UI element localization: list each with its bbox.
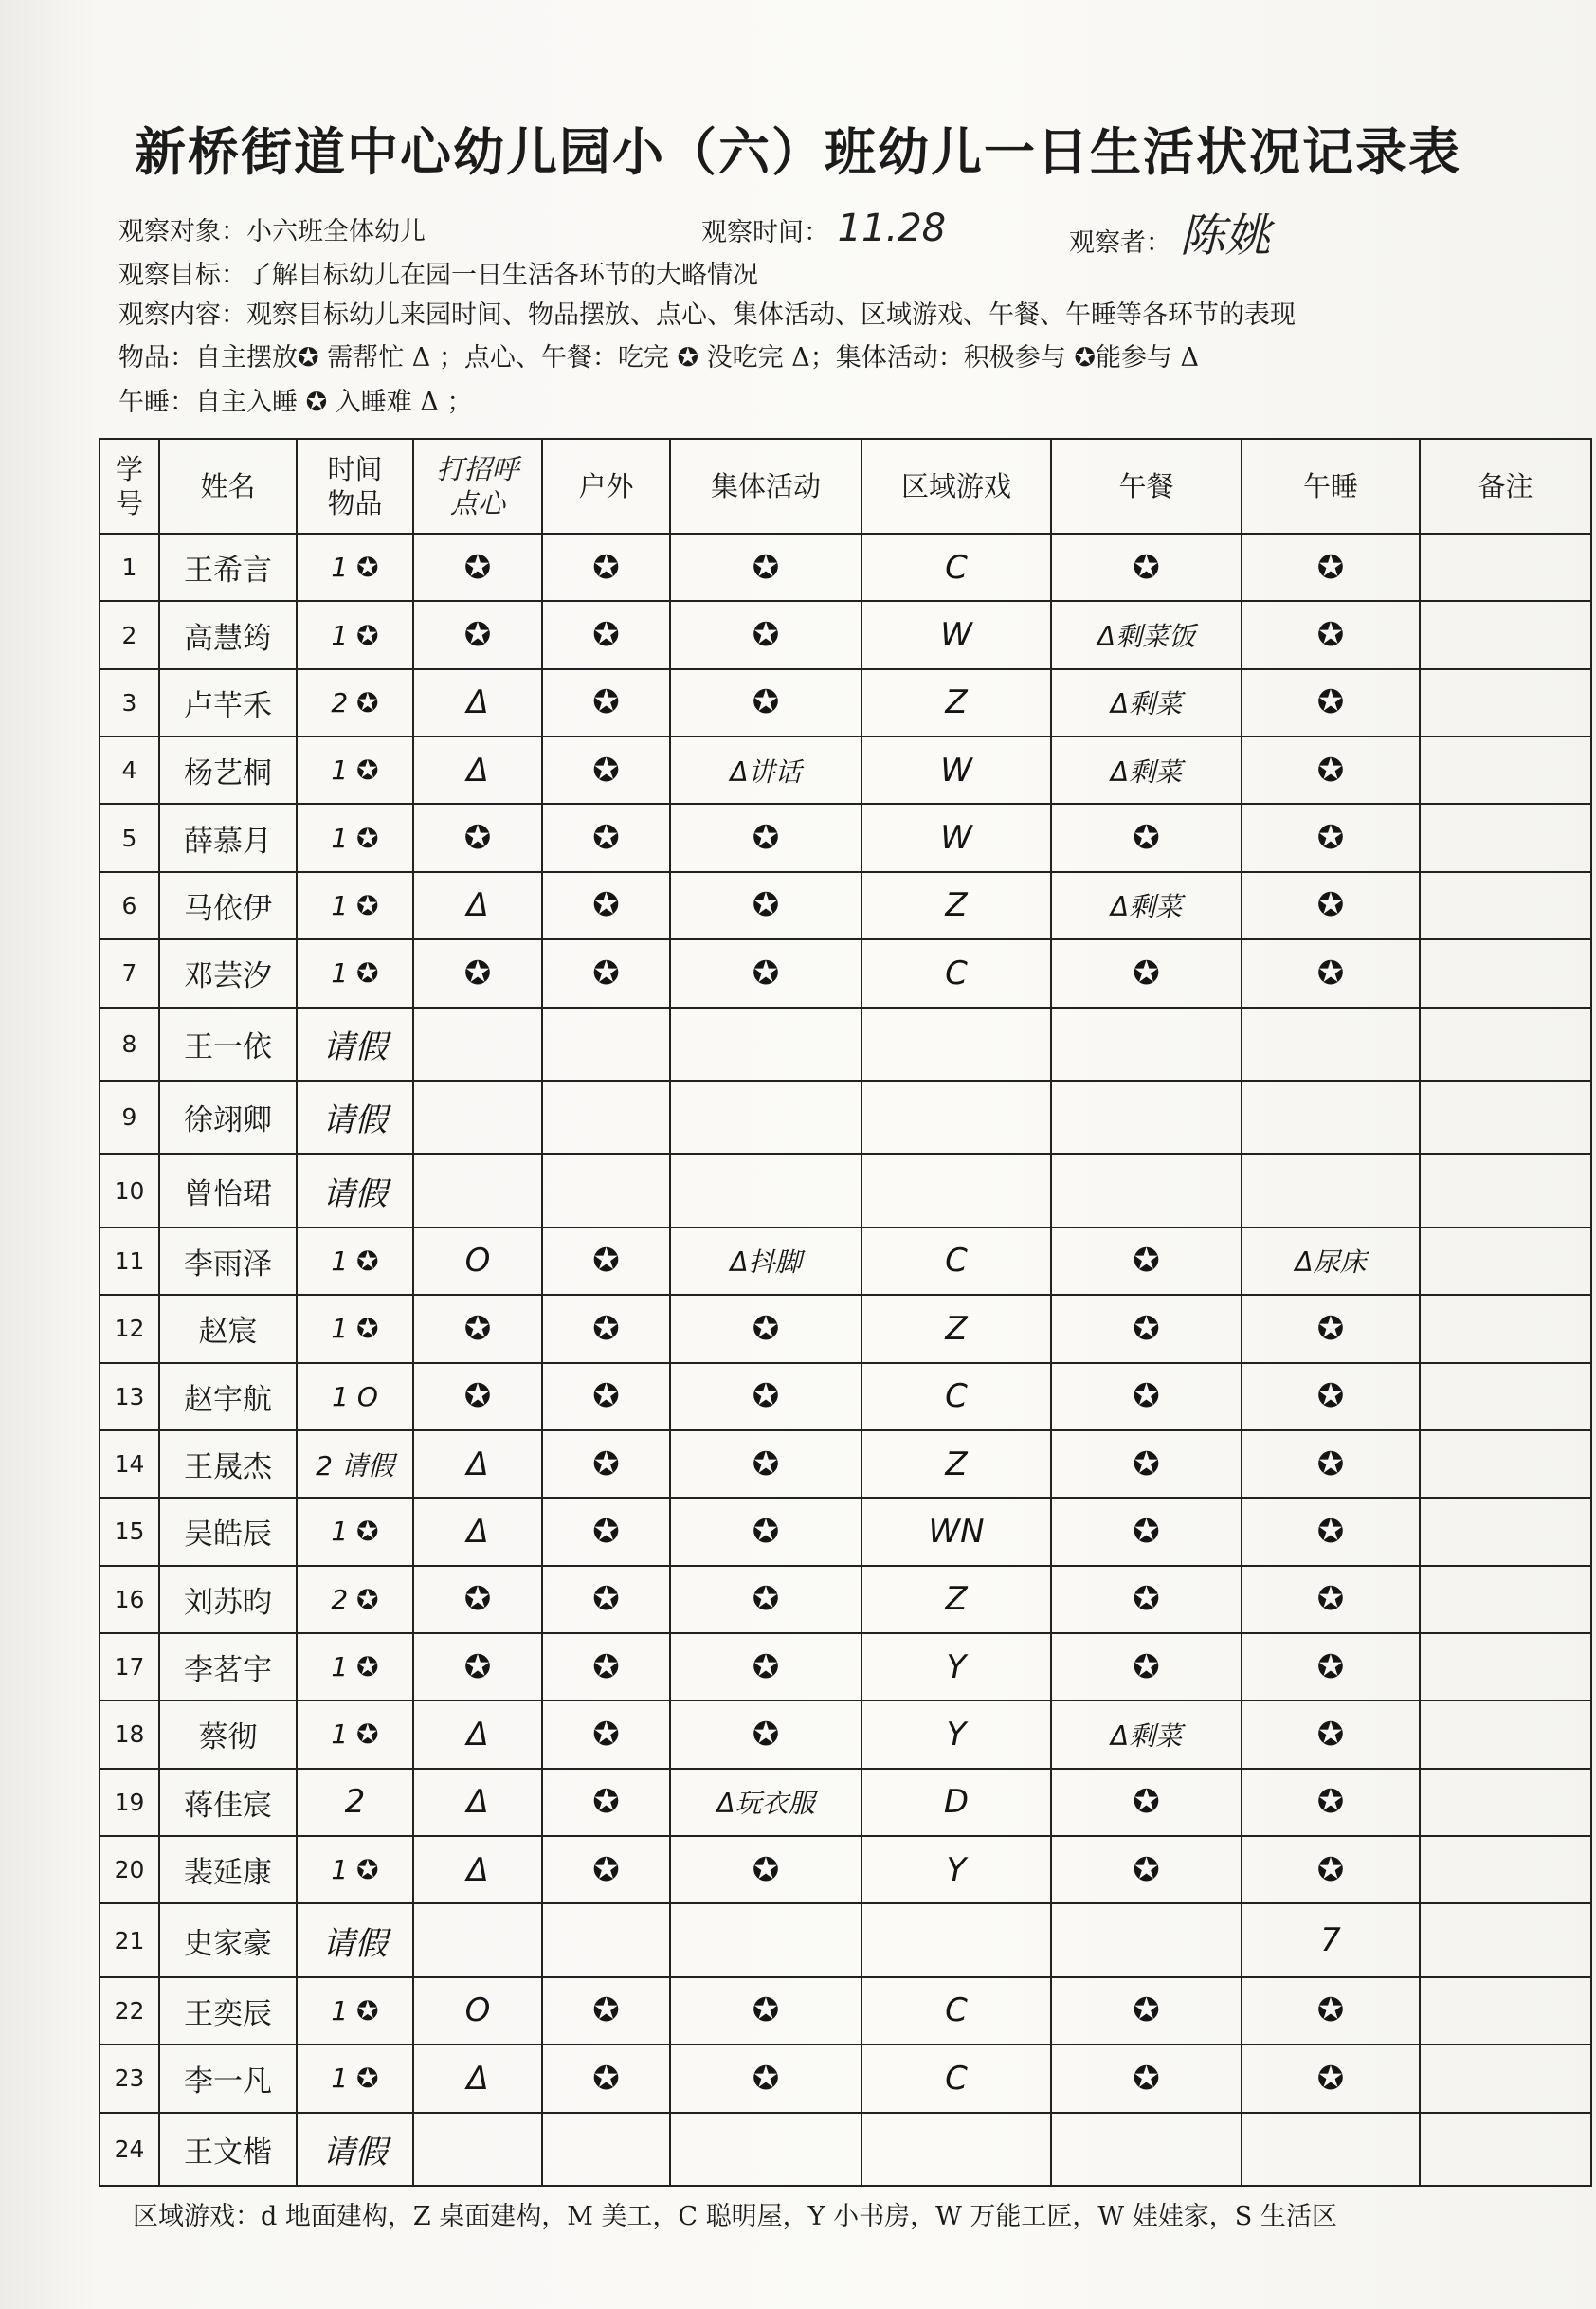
table-row bbox=[100, 1430, 1591, 1498]
subject-value: 小六班全体幼儿 bbox=[246, 217, 426, 246]
group-activity-mark bbox=[670, 1008, 861, 1081]
note-cell bbox=[1420, 1977, 1591, 2045]
snack-mark: ✪ bbox=[413, 534, 542, 601]
area-game-code: Y bbox=[861, 1700, 1051, 1768]
outdoor-mark: ✪ bbox=[542, 1430, 670, 1498]
lunch-mark: Δ剩菜 bbox=[1051, 669, 1242, 736]
note-cell bbox=[1420, 1227, 1591, 1295]
col-header-lunch: 午餐 bbox=[1051, 439, 1242, 534]
nap-mark bbox=[1242, 1008, 1420, 1081]
lunch-mark bbox=[1051, 1008, 1242, 1081]
group-activity-mark: ✪ bbox=[670, 872, 861, 939]
observation-goal-line bbox=[118, 254, 758, 291]
area-game-code: Z bbox=[861, 669, 1051, 736]
arrival-time-items: 请假 bbox=[297, 2113, 413, 2186]
area-game-code: C bbox=[861, 2045, 1051, 2112]
area-game-code: W bbox=[861, 601, 1051, 668]
lunch-mark bbox=[1051, 1903, 1242, 1976]
area-game-code: Y bbox=[861, 1633, 1051, 1700]
child-name: 蒋佳宸 bbox=[159, 1769, 297, 1836]
record-table bbox=[99, 438, 1592, 2187]
snack-mark: Δ bbox=[413, 1836, 542, 1903]
note-cell bbox=[1420, 1008, 1591, 1081]
outdoor-mark: ✪ bbox=[542, 1700, 670, 1768]
nap-mark: ✪ bbox=[1242, 939, 1420, 1007]
row-number: 2 bbox=[100, 601, 159, 668]
area-game-code: W bbox=[861, 804, 1051, 871]
snack-mark: Δ bbox=[413, 1769, 542, 1836]
note-cell bbox=[1420, 1295, 1591, 1362]
child-name: 王晟杰 bbox=[159, 1430, 297, 1498]
arrival-time-items: 1 ✪ bbox=[297, 736, 413, 804]
outdoor-mark: ✪ bbox=[542, 1363, 670, 1430]
note-cell bbox=[1420, 534, 1591, 601]
outdoor-mark: ✪ bbox=[542, 1633, 670, 1700]
nap-mark bbox=[1242, 2113, 1420, 2186]
subject-label: 观察对象： bbox=[118, 217, 246, 246]
table-row bbox=[100, 1363, 1591, 1430]
child-name: 邓芸汐 bbox=[159, 939, 297, 1007]
note-cell bbox=[1420, 1903, 1591, 1976]
table-row bbox=[100, 2113, 1591, 2186]
arrival-time-items: 1 ✪ bbox=[297, 1633, 413, 1700]
observation-content-line bbox=[118, 294, 1296, 331]
child-name: 卢芊禾 bbox=[159, 669, 297, 736]
table-row bbox=[100, 1566, 1591, 1633]
arrival-time-items: 2 bbox=[297, 1769, 413, 1836]
note-cell bbox=[1420, 1154, 1591, 1227]
group-activity-mark: ✪ bbox=[670, 804, 861, 871]
group-activity-mark: ✪ bbox=[670, 1363, 861, 1430]
child-name: 王一依 bbox=[159, 1008, 297, 1081]
snack-mark: Δ bbox=[413, 872, 542, 939]
row-number: 12 bbox=[100, 1295, 159, 1362]
row-number: 13 bbox=[100, 1363, 159, 1430]
arrival-time-items: 1 ✪ bbox=[297, 1977, 413, 2045]
area-game-code: Z bbox=[861, 1566, 1051, 1633]
table-row bbox=[100, 939, 1591, 1007]
nap-mark: ✪ bbox=[1242, 1295, 1420, 1362]
group-activity-mark: ✪ bbox=[670, 1295, 861, 1362]
nap-mark: ✪ bbox=[1242, 534, 1420, 601]
lunch-mark: ✪ bbox=[1051, 1566, 1242, 1633]
lunch-mark bbox=[1051, 2113, 1242, 2186]
row-number: 19 bbox=[100, 1769, 159, 1836]
note-cell bbox=[1420, 939, 1591, 1007]
time-value: 11.28 bbox=[837, 207, 947, 250]
observation-subject-line bbox=[118, 210, 426, 247]
lunch-mark: ✪ bbox=[1051, 939, 1242, 1007]
outdoor-mark bbox=[542, 1903, 670, 1976]
snack-mark: ✪ bbox=[413, 1633, 542, 1700]
arrival-time-items: 2 ✪ bbox=[297, 1566, 413, 1633]
snack-mark: Δ bbox=[413, 669, 542, 736]
area-game-legend: 区域游戏：d 地面建构，Z 桌面建构，M 美工，C 聪明屋，Y 小书房，W 万能工匠，W 娃娃家，S 生活区 bbox=[133, 2202, 1337, 2231]
note-cell bbox=[1420, 872, 1591, 939]
note-cell bbox=[1420, 1566, 1591, 1633]
nap-mark: ✪ bbox=[1242, 736, 1420, 804]
group-activity-mark: ✪ bbox=[670, 939, 861, 1007]
group-activity-mark: ✪ bbox=[670, 534, 861, 601]
child-name: 高慧筠 bbox=[159, 601, 297, 668]
outdoor-mark bbox=[542, 1008, 670, 1081]
arrival-time-items: 1 ✪ bbox=[297, 601, 413, 668]
area-game-code: C bbox=[861, 1363, 1051, 1430]
arrival-time-items: 请假 bbox=[297, 1903, 413, 1976]
col-header-group-activity: 集体活动 bbox=[670, 439, 861, 534]
snack-mark: ✪ bbox=[413, 1295, 542, 1362]
table-row bbox=[100, 601, 1591, 668]
outdoor-mark: ✪ bbox=[542, 939, 670, 1007]
child-name: 赵宸 bbox=[159, 1295, 297, 1362]
group-activity-mark: ✪ bbox=[670, 1700, 861, 1768]
area-game-code: Y bbox=[861, 1836, 1051, 1903]
note-cell bbox=[1420, 1363, 1591, 1430]
child-name: 李一凡 bbox=[159, 2045, 297, 2112]
group-activity-mark bbox=[670, 2113, 861, 2186]
area-game-code: Z bbox=[861, 1430, 1051, 1498]
content-label: 观察内容： bbox=[118, 300, 246, 330]
child-name: 徐翊卿 bbox=[159, 1081, 297, 1154]
group-activity-mark: ✪ bbox=[670, 601, 861, 668]
table-body bbox=[100, 534, 1591, 2186]
arrival-time-items: 1 ✪ bbox=[297, 939, 413, 1007]
lunch-mark: Δ剩菜饭 bbox=[1051, 601, 1242, 668]
nap-mark: ✪ bbox=[1242, 2045, 1420, 2112]
group-activity-mark: ✪ bbox=[670, 2045, 861, 2112]
area-game-code: WN bbox=[861, 1498, 1051, 1565]
arrival-time-items: 1 ✪ bbox=[297, 1700, 413, 1768]
nap-mark: ✪ bbox=[1242, 1566, 1420, 1633]
lunch-mark bbox=[1051, 1081, 1242, 1154]
area-game-code: C bbox=[861, 1227, 1051, 1295]
outdoor-mark: ✪ bbox=[542, 2045, 670, 2112]
nap-mark: ✪ bbox=[1242, 1769, 1420, 1836]
row-number: 23 bbox=[100, 2045, 159, 2112]
outdoor-mark: ✪ bbox=[542, 669, 670, 736]
arrival-time-items: 1 ✪ bbox=[297, 1227, 413, 1295]
note-cell bbox=[1420, 1498, 1591, 1565]
col-header-time: 时间 物品 bbox=[297, 439, 413, 534]
table-row bbox=[100, 736, 1591, 804]
goal-value: 了解目标幼儿在园一日生活各环节的大略情况 bbox=[246, 261, 758, 290]
table-row bbox=[100, 669, 1591, 736]
lunch-mark: ✪ bbox=[1051, 1295, 1242, 1362]
area-game-code: C bbox=[861, 939, 1051, 1007]
row-number: 20 bbox=[100, 1836, 159, 1903]
table-row bbox=[100, 1903, 1591, 1976]
nap-mark: ✪ bbox=[1242, 1633, 1420, 1700]
note-cell bbox=[1420, 669, 1591, 736]
area-game-code: W bbox=[861, 736, 1051, 804]
snack-mark bbox=[413, 1154, 542, 1227]
nap-mark: ✪ bbox=[1242, 1430, 1420, 1498]
time-label: 观察时间： bbox=[701, 218, 829, 247]
legend-line-2: 午睡：自主入睡 ✪ 入睡难 Δ ； bbox=[118, 388, 473, 417]
outdoor-mark bbox=[542, 1081, 670, 1154]
lunch-mark: Δ剩菜 bbox=[1051, 872, 1242, 939]
row-number: 8 bbox=[100, 1008, 159, 1081]
area-game-code bbox=[861, 2113, 1051, 2186]
row-number: 3 bbox=[100, 669, 159, 736]
arrival-time-items: 1 O bbox=[297, 1363, 413, 1430]
outdoor-mark: ✪ bbox=[542, 1295, 670, 1362]
area-game-code: Z bbox=[861, 1295, 1051, 1362]
outdoor-mark: ✪ bbox=[542, 736, 670, 804]
child-name: 蔡彻 bbox=[159, 1700, 297, 1768]
arrival-time-items: 1 ✪ bbox=[297, 804, 413, 871]
group-activity-mark: ✪ bbox=[670, 1498, 861, 1565]
lunch-mark bbox=[1051, 1154, 1242, 1227]
child-name: 史家豪 bbox=[159, 1903, 297, 1976]
row-number: 9 bbox=[100, 1081, 159, 1154]
arrival-time-items: 2 ✪ bbox=[297, 669, 413, 736]
note-cell bbox=[1420, 2113, 1591, 2186]
outdoor-mark: ✪ bbox=[542, 872, 670, 939]
lunch-mark: ✪ bbox=[1051, 1227, 1242, 1295]
group-activity-mark: Δ抖脚 bbox=[670, 1227, 861, 1295]
arrival-time-items: 请假 bbox=[297, 1081, 413, 1154]
arrival-time-items: 1 ✪ bbox=[297, 1498, 413, 1565]
snack-mark: Δ bbox=[413, 1430, 542, 1498]
note-cell bbox=[1420, 804, 1591, 871]
nap-mark: ✪ bbox=[1242, 804, 1420, 871]
row-number: 24 bbox=[100, 2113, 159, 2186]
child-name: 王希言 bbox=[159, 534, 297, 601]
lunch-mark: Δ剩菜 bbox=[1051, 736, 1242, 804]
note-cell bbox=[1420, 1633, 1591, 1700]
row-number: 17 bbox=[100, 1633, 159, 1700]
snack-mark: ✪ bbox=[413, 1363, 542, 1430]
arrival-time-items: 1 ✪ bbox=[297, 1295, 413, 1362]
group-activity-mark bbox=[670, 1154, 861, 1227]
note-cell bbox=[1420, 1700, 1591, 1768]
table-row bbox=[100, 1498, 1591, 1565]
group-activity-mark: Δ玩衣服 bbox=[670, 1769, 861, 1836]
arrival-time-items: 1 ✪ bbox=[297, 534, 413, 601]
area-game-code bbox=[861, 1008, 1051, 1081]
row-number: 21 bbox=[100, 1903, 159, 1976]
group-activity-mark: ✪ bbox=[670, 1633, 861, 1700]
table-row bbox=[100, 534, 1591, 601]
table-row bbox=[100, 2045, 1591, 2112]
row-number: 11 bbox=[100, 1227, 159, 1295]
lunch-mark: Δ剩菜 bbox=[1051, 1700, 1242, 1768]
lunch-mark: ✪ bbox=[1051, 804, 1242, 871]
child-name: 赵宇航 bbox=[159, 1363, 297, 1430]
nap-mark: Δ尿床 bbox=[1242, 1227, 1420, 1295]
row-number: 6 bbox=[100, 872, 159, 939]
outdoor-mark: ✪ bbox=[542, 804, 670, 871]
nap-mark: ✪ bbox=[1242, 1363, 1420, 1430]
snack-mark bbox=[413, 1081, 542, 1154]
group-activity-mark: ✪ bbox=[670, 1836, 861, 1903]
legend-line-1: 物品：自主摆放✪ 需帮忙 Δ ；点心、午餐：吃完 ✪ 没吃完 Δ；集体活动：积极参与 ✪能参与 Δ bbox=[118, 343, 1200, 373]
col-header-no: 学 号 bbox=[100, 439, 159, 534]
col-header-notes: 备注 bbox=[1420, 439, 1591, 534]
child-name: 王奕辰 bbox=[159, 1977, 297, 2045]
group-activity-mark: ✪ bbox=[670, 1430, 861, 1498]
table-row bbox=[100, 1836, 1591, 1903]
arrival-time-items: 1 ✪ bbox=[297, 1836, 413, 1903]
nap-mark: ✪ bbox=[1242, 601, 1420, 668]
outdoor-mark: ✪ bbox=[542, 601, 670, 668]
snack-mark: ✪ bbox=[413, 1566, 542, 1633]
child-name: 李茗宇 bbox=[159, 1633, 297, 1700]
row-number: 1 bbox=[100, 534, 159, 601]
outdoor-mark: ✪ bbox=[542, 1227, 670, 1295]
arrival-time-items: 2 请假 bbox=[297, 1430, 413, 1498]
col-header-nap: 午睡 bbox=[1242, 439, 1420, 534]
child-name: 薛慕月 bbox=[159, 804, 297, 871]
page-title: 新桥街道中心幼儿园小（六）班幼儿一日生活状况记录表 bbox=[135, 122, 1461, 182]
row-number: 15 bbox=[100, 1498, 159, 1565]
nap-mark: ✪ bbox=[1242, 1836, 1420, 1903]
col-header-snack: 打招呼 点心 bbox=[413, 439, 542, 534]
content-value: 观察目标幼儿来园时间、物品摆放、点心、集体活动、区域游戏、午餐、午睡等各环节的表现 bbox=[246, 300, 1296, 330]
lunch-mark: ✪ bbox=[1051, 1836, 1242, 1903]
col-header-outdoor: 户外 bbox=[542, 439, 670, 534]
group-activity-mark: ✪ bbox=[670, 1566, 861, 1633]
lunch-mark: ✪ bbox=[1051, 1633, 1242, 1700]
snack-mark bbox=[413, 1903, 542, 1976]
snack-mark: Δ bbox=[413, 2045, 542, 2112]
outdoor-mark: ✪ bbox=[542, 1498, 670, 1565]
nap-mark: ✪ bbox=[1242, 1498, 1420, 1565]
outdoor-mark bbox=[542, 2113, 670, 2186]
note-cell bbox=[1420, 1430, 1591, 1498]
lunch-mark: ✪ bbox=[1051, 534, 1242, 601]
note-cell bbox=[1420, 1081, 1591, 1154]
outdoor-mark: ✪ bbox=[542, 1566, 670, 1633]
table-row bbox=[100, 1633, 1591, 1700]
area-game-code bbox=[861, 1154, 1051, 1227]
outdoor-mark: ✪ bbox=[542, 534, 670, 601]
table-row bbox=[100, 1295, 1591, 1362]
note-cell bbox=[1420, 601, 1591, 668]
snack-mark: ✪ bbox=[413, 939, 542, 1007]
table-row bbox=[100, 1227, 1591, 1295]
nap-mark: ✪ bbox=[1242, 1700, 1420, 1768]
area-game-code: Z bbox=[861, 872, 1051, 939]
table-row bbox=[100, 1769, 1591, 1836]
table-row bbox=[100, 1977, 1591, 2045]
table-row bbox=[100, 804, 1591, 871]
snack-mark: ✪ bbox=[413, 601, 542, 668]
row-number: 18 bbox=[100, 1700, 159, 1768]
observer-signature: 陈姚 bbox=[1179, 209, 1271, 263]
col-header-name: 姓名 bbox=[159, 439, 297, 534]
area-game-code: C bbox=[861, 534, 1051, 601]
snack-mark: Δ bbox=[413, 1498, 542, 1565]
snack-mark bbox=[413, 2113, 542, 2186]
lunch-mark: ✪ bbox=[1051, 1769, 1242, 1836]
group-activity-mark bbox=[670, 1903, 861, 1976]
lunch-mark: ✪ bbox=[1051, 2045, 1242, 2112]
snack-mark: O bbox=[413, 1977, 542, 2045]
group-activity-mark bbox=[670, 1081, 861, 1154]
arrival-time-items: 1 ✪ bbox=[297, 2045, 413, 2112]
observer-label: 观察者： bbox=[1069, 228, 1171, 258]
snack-mark: Δ bbox=[413, 736, 542, 804]
child-name: 马依伊 bbox=[159, 872, 297, 939]
child-name: 吴皓辰 bbox=[159, 1498, 297, 1565]
row-number: 22 bbox=[100, 1977, 159, 2045]
area-game-code bbox=[861, 1903, 1051, 1976]
child-name: 王文楷 bbox=[159, 2113, 297, 2186]
observer-line bbox=[1069, 199, 1271, 264]
arrival-time-items: 1 ✪ bbox=[297, 872, 413, 939]
outdoor-mark bbox=[542, 1154, 670, 1227]
area-game-code: D bbox=[861, 1769, 1051, 1836]
snack-mark: O bbox=[413, 1227, 542, 1295]
group-activity-mark: ✪ bbox=[670, 669, 861, 736]
table-header-row bbox=[100, 439, 1591, 534]
row-number: 7 bbox=[100, 939, 159, 1007]
row-number: 14 bbox=[100, 1430, 159, 1498]
lunch-mark: ✪ bbox=[1051, 1363, 1242, 1430]
area-game-code: C bbox=[861, 1977, 1051, 2045]
nap-mark: ✪ bbox=[1242, 872, 1420, 939]
table-row bbox=[100, 1081, 1591, 1154]
row-number: 4 bbox=[100, 736, 159, 804]
child-name: 曾怡珺 bbox=[159, 1154, 297, 1227]
outdoor-mark: ✪ bbox=[542, 1769, 670, 1836]
note-cell bbox=[1420, 736, 1591, 804]
child-name: 李雨泽 bbox=[159, 1227, 297, 1295]
child-name: 裴延康 bbox=[159, 1836, 297, 1903]
group-activity-mark: ✪ bbox=[670, 1977, 861, 2045]
col-header-area-game: 区域游戏 bbox=[861, 439, 1051, 534]
area-game-code bbox=[861, 1081, 1051, 1154]
row-number: 5 bbox=[100, 804, 159, 871]
child-name: 刘苏昀 bbox=[159, 1566, 297, 1633]
table-row bbox=[100, 872, 1591, 939]
goal-label: 观察目标： bbox=[118, 261, 246, 290]
nap-mark bbox=[1242, 1081, 1420, 1154]
group-activity-mark: Δ讲话 bbox=[670, 736, 861, 804]
arrival-time-items: 请假 bbox=[297, 1008, 413, 1081]
nap-mark: ✪ bbox=[1242, 1977, 1420, 2045]
table-row bbox=[100, 1154, 1591, 1227]
nap-mark: ✪ bbox=[1242, 669, 1420, 736]
row-number: 10 bbox=[100, 1154, 159, 1227]
observation-time-line bbox=[701, 207, 946, 250]
table-row bbox=[100, 1700, 1591, 1768]
snack-mark bbox=[413, 1008, 542, 1081]
table-row bbox=[100, 1008, 1591, 1081]
snack-mark: Δ bbox=[413, 1700, 542, 1768]
lunch-mark: ✪ bbox=[1051, 1498, 1242, 1565]
nap-mark bbox=[1242, 1154, 1420, 1227]
outdoor-mark: ✪ bbox=[542, 1836, 670, 1903]
outdoor-mark: ✪ bbox=[542, 1977, 670, 2045]
note-cell bbox=[1420, 1836, 1591, 1903]
child-name: 杨艺桐 bbox=[159, 736, 297, 804]
nap-mark: 7 bbox=[1242, 1903, 1420, 1976]
note-cell bbox=[1420, 1769, 1591, 1836]
note-cell bbox=[1420, 2045, 1591, 2112]
lunch-mark: ✪ bbox=[1051, 1977, 1242, 2045]
lunch-mark: ✪ bbox=[1051, 1430, 1242, 1498]
arrival-time-items: 请假 bbox=[297, 1154, 413, 1227]
row-number: 16 bbox=[100, 1566, 159, 1633]
snack-mark: ✪ bbox=[413, 804, 542, 871]
